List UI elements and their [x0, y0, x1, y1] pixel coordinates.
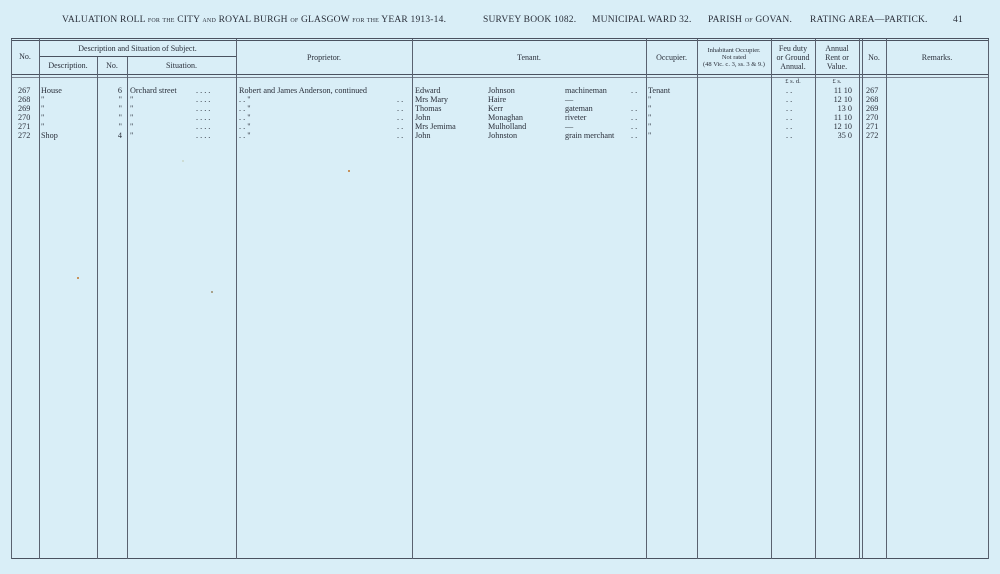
desc-group-rule — [39, 56, 236, 57]
row-proprietor-dots: . . — [397, 104, 404, 113]
municipal-ward: MUNICIPAL WARD 32. — [592, 15, 692, 25]
row-number: " — [118, 113, 122, 122]
row-tenant-dots: . . — [631, 86, 638, 95]
col-header-no-2: No. — [868, 53, 880, 62]
col-rule — [815, 39, 816, 559]
col-header-feu-duty: Feu duty or Ground Annual. — [776, 44, 810, 71]
row-occupier: " — [648, 131, 652, 140]
row-no: 269 — [18, 104, 31, 113]
row-tenant-surname: Kerr — [488, 104, 503, 113]
row-description: " — [41, 104, 45, 113]
col-rule — [859, 39, 860, 559]
row-tenant-surname: Mulholland — [488, 122, 527, 131]
paper-speck — [348, 170, 350, 172]
row-tenant-dots: . . — [631, 122, 638, 131]
row-proprietor-dots: . . — [397, 122, 404, 131]
row-no-2: 267 — [866, 86, 879, 95]
row-tenant-dots: . . — [631, 131, 638, 140]
row-feu-duty: . . — [786, 122, 793, 131]
row-feu-duty: . . — [786, 113, 793, 122]
col-header-annual-rent: Annual Rent or Value. — [825, 44, 849, 71]
row-tenant-first-name: Mrs Jemima — [415, 122, 456, 131]
col-rule — [771, 39, 772, 559]
row-number: " — [118, 122, 122, 131]
row-tenant-occupation: — — [565, 122, 574, 131]
row-proprietor-dots: . . — [397, 131, 404, 140]
row-situation: " — [130, 95, 134, 104]
col-header-occupier: Occupier. — [656, 53, 687, 62]
table-top-rule-2 — [11, 40, 989, 41]
col-header-inhabitant: Inhabitant Occupier. Not rated (48 Vic. c. 3, ss. 3 & 9.) — [703, 47, 765, 68]
table-bottom-rule — [11, 558, 989, 559]
row-description: " — [41, 113, 45, 122]
row-no-2: 271 — [866, 122, 879, 131]
row-tenant-dots: . . — [631, 113, 638, 122]
row-tenant-occupation: riveter — [565, 113, 587, 122]
row-number: 6 — [117, 86, 122, 95]
row-proprietor: Robert and James Anderson, continued — [239, 86, 368, 95]
row-number: 4 — [117, 131, 122, 140]
col-header-number: No. — [106, 61, 118, 70]
row-occupier: " — [648, 104, 652, 113]
col-rule — [39, 39, 40, 559]
row-no: 268 — [18, 95, 31, 104]
row-annual-rent: 13 0 — [837, 104, 852, 113]
row-proprietor: . . " — [239, 131, 251, 140]
col-header-no: No. — [19, 52, 31, 61]
col-header-situation: Situation. — [166, 61, 197, 70]
row-proprietor: . . " — [239, 122, 251, 131]
row-description: " — [41, 122, 45, 131]
rating-area: RATING AREA—PARTICK. — [810, 15, 928, 25]
row-number: " — [118, 104, 122, 113]
col-header-remarks: Remarks. — [921, 53, 953, 62]
row-feu-duty: . . — [786, 131, 793, 140]
paper-speck — [77, 277, 79, 279]
row-situation-dots: . . . . — [196, 113, 211, 122]
row-description: Shop — [41, 131, 58, 140]
row-proprietor-dots: . . — [397, 113, 404, 122]
col-rule — [11, 39, 12, 559]
paper-speck — [182, 160, 184, 162]
row-situation-dots: . . . . — [196, 86, 211, 95]
row-feu-duty: . . — [786, 95, 793, 104]
col-header-proprietor: Proprietor. — [307, 53, 341, 62]
row-feu-duty: . . — [786, 104, 793, 113]
header-bottom-rule — [11, 74, 989, 75]
row-proprietor: . . " — [239, 104, 251, 113]
row-situation-dots: . . . . — [196, 104, 211, 113]
col-rule — [127, 57, 128, 559]
row-feu-duty: . . — [786, 86, 793, 95]
row-situation: " — [130, 113, 134, 122]
col-rule — [862, 39, 863, 559]
row-situation: " — [130, 131, 134, 140]
row-annual-rent: 11 10 — [833, 86, 852, 95]
header-title: VALUATION ROLL for the CITY and ROYAL BURGH of GLASGOW for the YEAR 1913-14. — [62, 15, 447, 25]
row-situation: " — [130, 104, 134, 113]
row-no: 270 — [18, 113, 31, 122]
row-no: 271 — [18, 122, 31, 131]
row-tenant-occupation: — — [565, 95, 574, 104]
row-tenant-dots: . . — [631, 104, 638, 113]
row-tenant-surname: Haire — [488, 95, 507, 104]
table-top-rule — [11, 38, 989, 39]
row-tenant-first-name: Mrs Mary — [415, 95, 448, 104]
row-tenant-surname: Johnston — [488, 131, 518, 140]
row-tenant-first-name: Thomas — [415, 104, 442, 113]
row-situation-dots: . . . . — [196, 122, 211, 131]
col-rule — [412, 39, 413, 559]
row-occupier: " — [648, 122, 652, 131]
row-tenant-surname: Johnson — [488, 86, 515, 95]
row-number: " — [118, 95, 122, 104]
row-tenant-occupation: gateman — [565, 104, 593, 113]
row-situation: Orchard street — [130, 86, 177, 95]
row-situation-dots: . . . . — [196, 131, 211, 140]
row-no: 272 — [18, 131, 31, 140]
row-occupier: " — [648, 113, 652, 122]
col-rule — [97, 57, 98, 559]
col-rule — [236, 39, 237, 559]
page-header — [0, 15, 1000, 31]
feu-units: £ s. d. — [785, 78, 801, 85]
col-rule — [988, 39, 989, 559]
row-proprietor: . . " — [239, 113, 251, 122]
row-no-2: 269 — [866, 104, 879, 113]
col-header-desc-group: Description and Situation of Subject. — [78, 44, 197, 53]
row-proprietor-dots: . . — [397, 95, 404, 104]
survey-book: SURVEY BOOK 1082. — [483, 15, 577, 25]
row-tenant-first-name: John — [415, 113, 431, 122]
row-annual-rent: 12 10 — [833, 95, 852, 104]
row-proprietor: . . " — [239, 95, 251, 104]
row-no: 267 — [18, 86, 31, 95]
col-header-tenant: Tenant. — [517, 53, 541, 62]
row-no-2: 272 — [866, 131, 879, 140]
paper-speck — [211, 291, 213, 293]
page-number: 41 — [953, 15, 963, 25]
row-situation-dots: . . . . — [196, 95, 211, 104]
row-description: " — [41, 95, 45, 104]
col-rule — [886, 39, 887, 559]
row-annual-rent: 12 10 — [833, 122, 852, 131]
row-no-2: 268 — [866, 95, 879, 104]
row-situation: " — [130, 122, 134, 131]
row-occupier: " — [648, 95, 652, 104]
parish: PARISH of GOVAN. — [708, 15, 793, 25]
row-tenant-surname: Monaghan — [488, 113, 524, 122]
row-tenant-first-name: John — [415, 131, 431, 140]
row-no-2: 270 — [866, 113, 879, 122]
col-rule — [697, 39, 698, 559]
row-description: House — [41, 86, 62, 95]
row-occupier: Tenant — [648, 86, 671, 95]
row-annual-rent: 11 10 — [833, 113, 852, 122]
col-rule — [646, 39, 647, 559]
row-tenant-occupation: machineman — [565, 86, 607, 95]
rent-units: £ s. — [832, 78, 842, 85]
row-tenant-first-name: Edward — [415, 86, 441, 95]
col-header-description: Description. — [48, 61, 88, 70]
row-tenant-occupation: grain merchant — [565, 131, 615, 140]
row-annual-rent: 35 0 — [837, 131, 852, 140]
